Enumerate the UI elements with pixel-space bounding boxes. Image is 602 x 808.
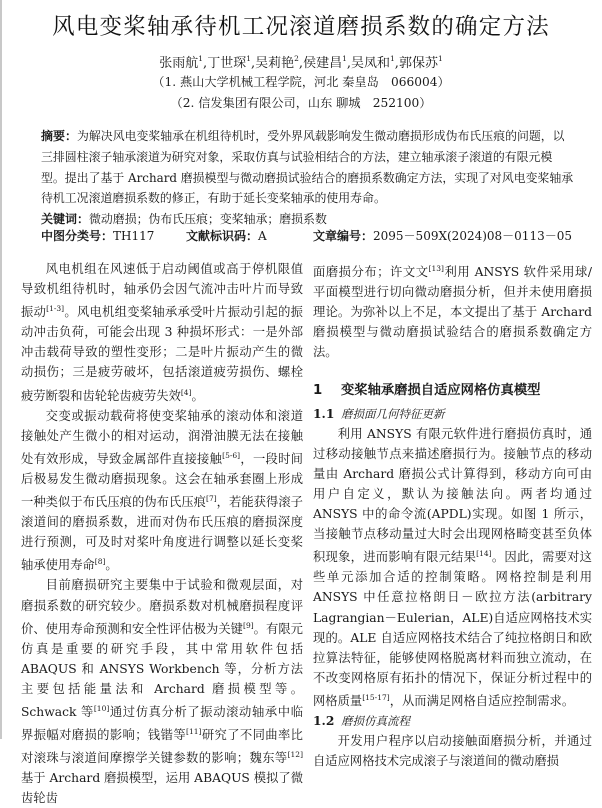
citation: [1-3]	[46, 304, 65, 314]
paragraph: 风电机组在风速低于启动阈值或高于停机限值导致机组待机时，轴承仍会因气流冲击叶片而导致振动[1-3]。风电机组变桨轴承承受叶片振动引起的振动冲击负荷，可能会出现 3 种损坏形式：一是外部冲击载荷导致的塑性变形；二是叶片振动产生的微动损伤；三是疲劳破坏，包括滚道疲劳损伤、螺栓疲劳断裂和齿轮轮齿疲劳失效[4]。	[21, 262, 303, 403]
citation: [15-17]	[362, 692, 390, 702]
subsection-heading	[313, 711, 592, 731]
citation: [10]	[93, 703, 110, 713]
subsection-title: 磨损面几何特征更新	[341, 406, 445, 421]
paragraph: 目前磨损研究主要集中于试验和微观层面，对磨损系数的研究较少。磨损系数对机械磨损程度评价、使用寿命预测和安全性评估极为关键[9]。有限元仿真是重要的研究手段，其中常用软件包括 ABAQUS 和 ANSYS Workbench 等，分析方法主要包括能量法和 Archard 磨损模型等。Schwack 等[10]通过仿真分析了振动滚动轴承中临界振幅对磨损的影响；钱锴等[11]研究了不同曲率比对滚珠与滚道间摩擦学关键参数的影响；魏东等[12]基于 Archard 磨损模型，运用 ABAQUS 模拟了微齿轮齿	[21, 578, 303, 806]
separator: ,	[298, 56, 304, 71]
citation: [9]	[243, 620, 254, 630]
citation: [13]	[428, 264, 444, 273]
article-number	[313, 227, 572, 244]
author-affiliation-mark: 1	[198, 54, 204, 63]
classification-number	[41, 227, 154, 244]
body-column-right	[313, 259, 592, 771]
citation: [11]	[186, 727, 202, 737]
affiliation-2: （2. 信发集团有限公司，山东 聊城 252100）	[170, 96, 432, 110]
body-column-left	[21, 259, 303, 808]
paragraph: 利用 ANSYS 有限元软件进行磨损仿真时，通过移动接触节点来描述磨损行为。接触节点的移动量由 Archard 磨损公式计算得到，移动方向可由用户自定义，默认为接触法向。两者均通过 ANSYS 中的命令流(APDL)实现。如图 1 所示，当接触节点移动量过大时会出现网格畸变甚至负体积现象，进而影响有限元结果[14]。因此，需要对这些单元添加合适的控制策略。网格控制是利用 ANSYS 中任意拉格朗日－欧拉方法(arbitrary Lagrangian－Eulerian，ALE)自适应网格技术实现的。ALE 自适应网格技术结合了纯拉格朗日和欧拉算法特征，能够使网格脱离材料而独立流动，在不改变网格原有拓扑的情况下，保证分析过程中的网格质量[15-17]，从而满足网格自适应控制需求。	[313, 426, 592, 708]
paragraph: 交变或振动载荷将使变桨轴承的滚动体和滚道接触处产生微小的相对运动，润滑油膜无法在接触处有效形成，导致金属部件直接接触[5-6]，一段时间后极易发生微动磨损现象。这会在轴承套圈上形成一种类似于布氏压痕的伪布氏压痕[7]，若能获得滚子滚道间的磨损系数，进而对伪布氏压痕的磨损深度进行预测，可及时对桨叶角度进行调整以延长变桨轴承使用寿命[8]。	[21, 408, 303, 573]
citation: [5-6]	[222, 450, 241, 460]
citation: [4]	[180, 387, 192, 397]
author: 吴凤和	[351, 56, 391, 71]
subsection-heading	[313, 404, 592, 424]
author-affiliation-mark: 1	[246, 54, 251, 63]
author: 吴莉艳	[255, 56, 295, 71]
citation: [14]	[476, 549, 492, 559]
subsection-number: 1.2	[313, 712, 335, 728]
author: 张雨航	[159, 56, 199, 71]
author-affiliation-mark: 1	[390, 54, 395, 63]
subsection-number: 1.1	[313, 405, 335, 421]
paper-title: 风电变桨轴承待机工况滚道磨损系数的确定方法	[52, 14, 550, 40]
abstract-block	[41, 126, 575, 230]
separator: ,	[250, 56, 256, 71]
citation: [7]	[206, 494, 217, 504]
keywords-label: 关键词：	[41, 212, 90, 227]
section-heading	[313, 381, 592, 401]
separator: ,	[394, 56, 399, 71]
author-affiliation-mark: 2	[294, 54, 299, 63]
document-code-label: 文献标识码：	[186, 229, 259, 243]
author: 郭保苏	[398, 56, 438, 71]
paragraph-continued: 面磨损分布；许文文[13]利用 ANSYS 软件采用球/平面模型进行切向微动磨损分析，但并未使用磨损理论。为弥补以上不足，本文提出了基于 Archard 磨损模型与微动磨损试验结合的磨损系数确定方法。	[313, 264, 592, 360]
author: 丁世琛	[207, 56, 247, 71]
section-number: 1	[313, 383, 323, 399]
citation: [8]	[94, 557, 106, 567]
citation: [12]	[287, 750, 303, 760]
keywords-text: 微动磨损；伪布氏压痕；变桨轴承；磨损系数	[89, 212, 327, 227]
author-affiliation-mark: 1	[342, 54, 347, 63]
section-title: 变桨轴承磨损自适应网格仿真模型	[341, 383, 541, 399]
article-number-value: 2095－509X(2024)08－0113－05	[373, 229, 572, 243]
separator: ,	[203, 56, 208, 71]
abstract	[41, 126, 575, 209]
document-code-value: A	[258, 229, 267, 243]
article-number-label: 文章编号：	[313, 229, 374, 243]
paragraph: 开发用户程序以启动接触面磨损分析，并通过自适应网格技术完成滚子与滚道间的微动磨损	[313, 734, 592, 769]
abstract-text: 为解决风电变桨轴承在机组待机时，受外界风载影响发生微动磨损形成伪布氏压痕的问题，以三排圆柱滚子轴承滚道为研究对象，采取仿真与试验相结合的方法，建立轴承滚子滚道的有限元模型。提出了基于 Archard 磨损模型与微动磨损试验结合的磨损系数确定方法，实现了对风电变桨轴承待机工况滚道磨损系数的修正，有助于延长变桨轴承的使用寿命。	[41, 129, 574, 206]
author-affiliation-mark: 1	[437, 54, 443, 63]
author-list	[0, 52, 602, 71]
affiliation-1: （1. 燕山大学机械工程学院，河北 秦皇岛 066004）	[152, 75, 450, 89]
subsection-title: 磨损仿真流程	[341, 713, 410, 728]
classification-label: 中图分类号：	[41, 229, 114, 243]
author: 侯建昌	[303, 56, 343, 71]
document-code	[186, 227, 267, 244]
separator: ,	[346, 56, 351, 71]
abstract-label: 摘要：	[41, 129, 78, 143]
classification-value: TH117	[113, 229, 155, 243]
